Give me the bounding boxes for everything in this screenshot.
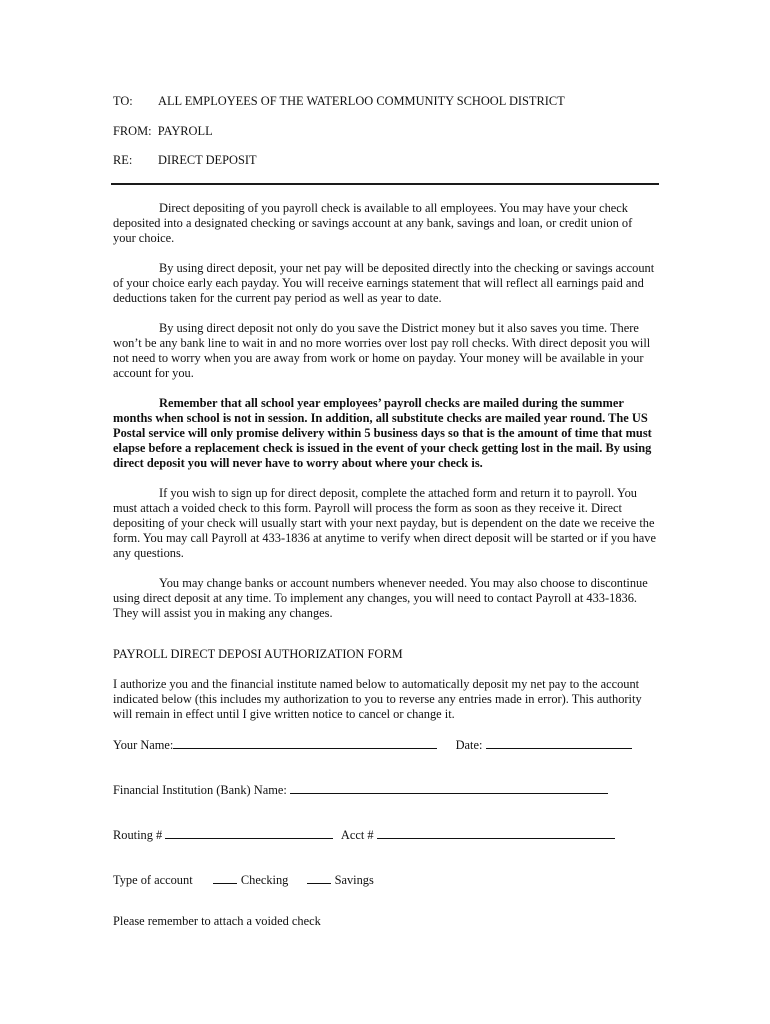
paragraph-availability: Direct depositing of you payroll check is available to all employees. You may have your check deposited into a designated checking or savings account at any bank, savings and loan, or credit union of your choice. [113,201,633,245]
routing-acct-row [113,826,615,843]
memo-re-line [113,153,257,168]
date-label: Date: [455,738,483,752]
memo-from-line [113,124,213,139]
your-name-label: Your Name: [113,738,174,752]
form-title: PAYROLL DIRECT DEPOSI AUTHORIZATION FORM [113,647,403,661]
from-value: PAYROLL [157,124,213,138]
to-label: TO: [113,94,133,108]
your-name-field[interactable] [173,736,437,749]
date-field[interactable] [486,736,632,749]
routing-number-field[interactable] [165,826,333,839]
account-number-field[interactable] [377,826,615,839]
bank-name-field[interactable] [290,781,608,794]
re-label: RE: [113,153,133,167]
paragraph-saves-time: By using direct deposit not only do you save the District money but it also saves you time. There won’t be any bank line to wait in and no more worries over lost pay roll checks. With direct deposit you will not need to worry when you are away from work or home on payday. Your money will be available in your account for you. [113,321,651,380]
paragraph-summer-notice: Remember that all school year employees’ payroll checks are mailed during the summer months when school is not in session. In addition, all substitute checks are mailed year round. The US Postal service will only promise delivery within 5 business days so that is the amount of time that must elapse before a replacement check is issued in the event of your check getting lost in the mail. By using direct deposit you will never have to worry about where your check is. [113,396,652,470]
authorization-text: I authorize you and the financial institute named below to automatically deposit my net pay to the account indicated below (this includes my authorization to you to reverse any entries made in error). This authority will remain in effect until I give written notice to cancel or change it. [113,677,642,721]
name-date-row [113,736,632,753]
acct-label: Acct # [340,828,374,842]
checking-blank[interactable] [213,871,237,884]
to-value: ALL EMPLOYEES OF THE WATERLOO COMMUNITY SCHOOL DISTRICT [158,94,565,108]
re-value: DIRECT DEPOSIT [158,153,257,167]
bank-row [113,781,608,798]
account-type-label: Type of account [113,873,193,887]
from-label: FROM: [113,124,152,138]
bank-name-label: Financial Institution (Bank) Name: [113,783,287,797]
voided-check-reminder: Please remember to attach a voided check [113,914,321,928]
memo-body [113,201,658,636]
account-type-row [113,871,374,888]
paragraph-net-pay: By using direct deposit, your net pay will be deposited directly into the checking or savings account of your choice early each payday. You will receive earnings statement that will reflect all earnings paid and deductions taken for the current pay period as well as year to date. [113,261,655,305]
routing-label: Routing # [113,828,163,842]
paragraph-sign-up: If you wish to sign up for direct deposit, complete the attached form and return it to payroll. You must attach a voided check to this form. Payroll will process the form as soon as they receive it. Direct depositing of your check will usually start with your next payday, but is dependent on the date we receive the form. You may call Payroll at 433-1836 at anytime to verify when direct deposit will be started or if you have any questions. [113,486,656,560]
savings-blank[interactable] [307,871,331,884]
checking-label: Checking [240,873,289,887]
header-divider [111,183,659,185]
memo-to-line [113,94,565,109]
savings-label: Savings [334,873,374,887]
paragraph-changes: You may change banks or account numbers whenever needed. You may also choose to discontinue using direct deposit at any time. To implement any changes, you will need to contact Payroll at 433-1836. They will assist you in making any changes. [113,576,648,620]
